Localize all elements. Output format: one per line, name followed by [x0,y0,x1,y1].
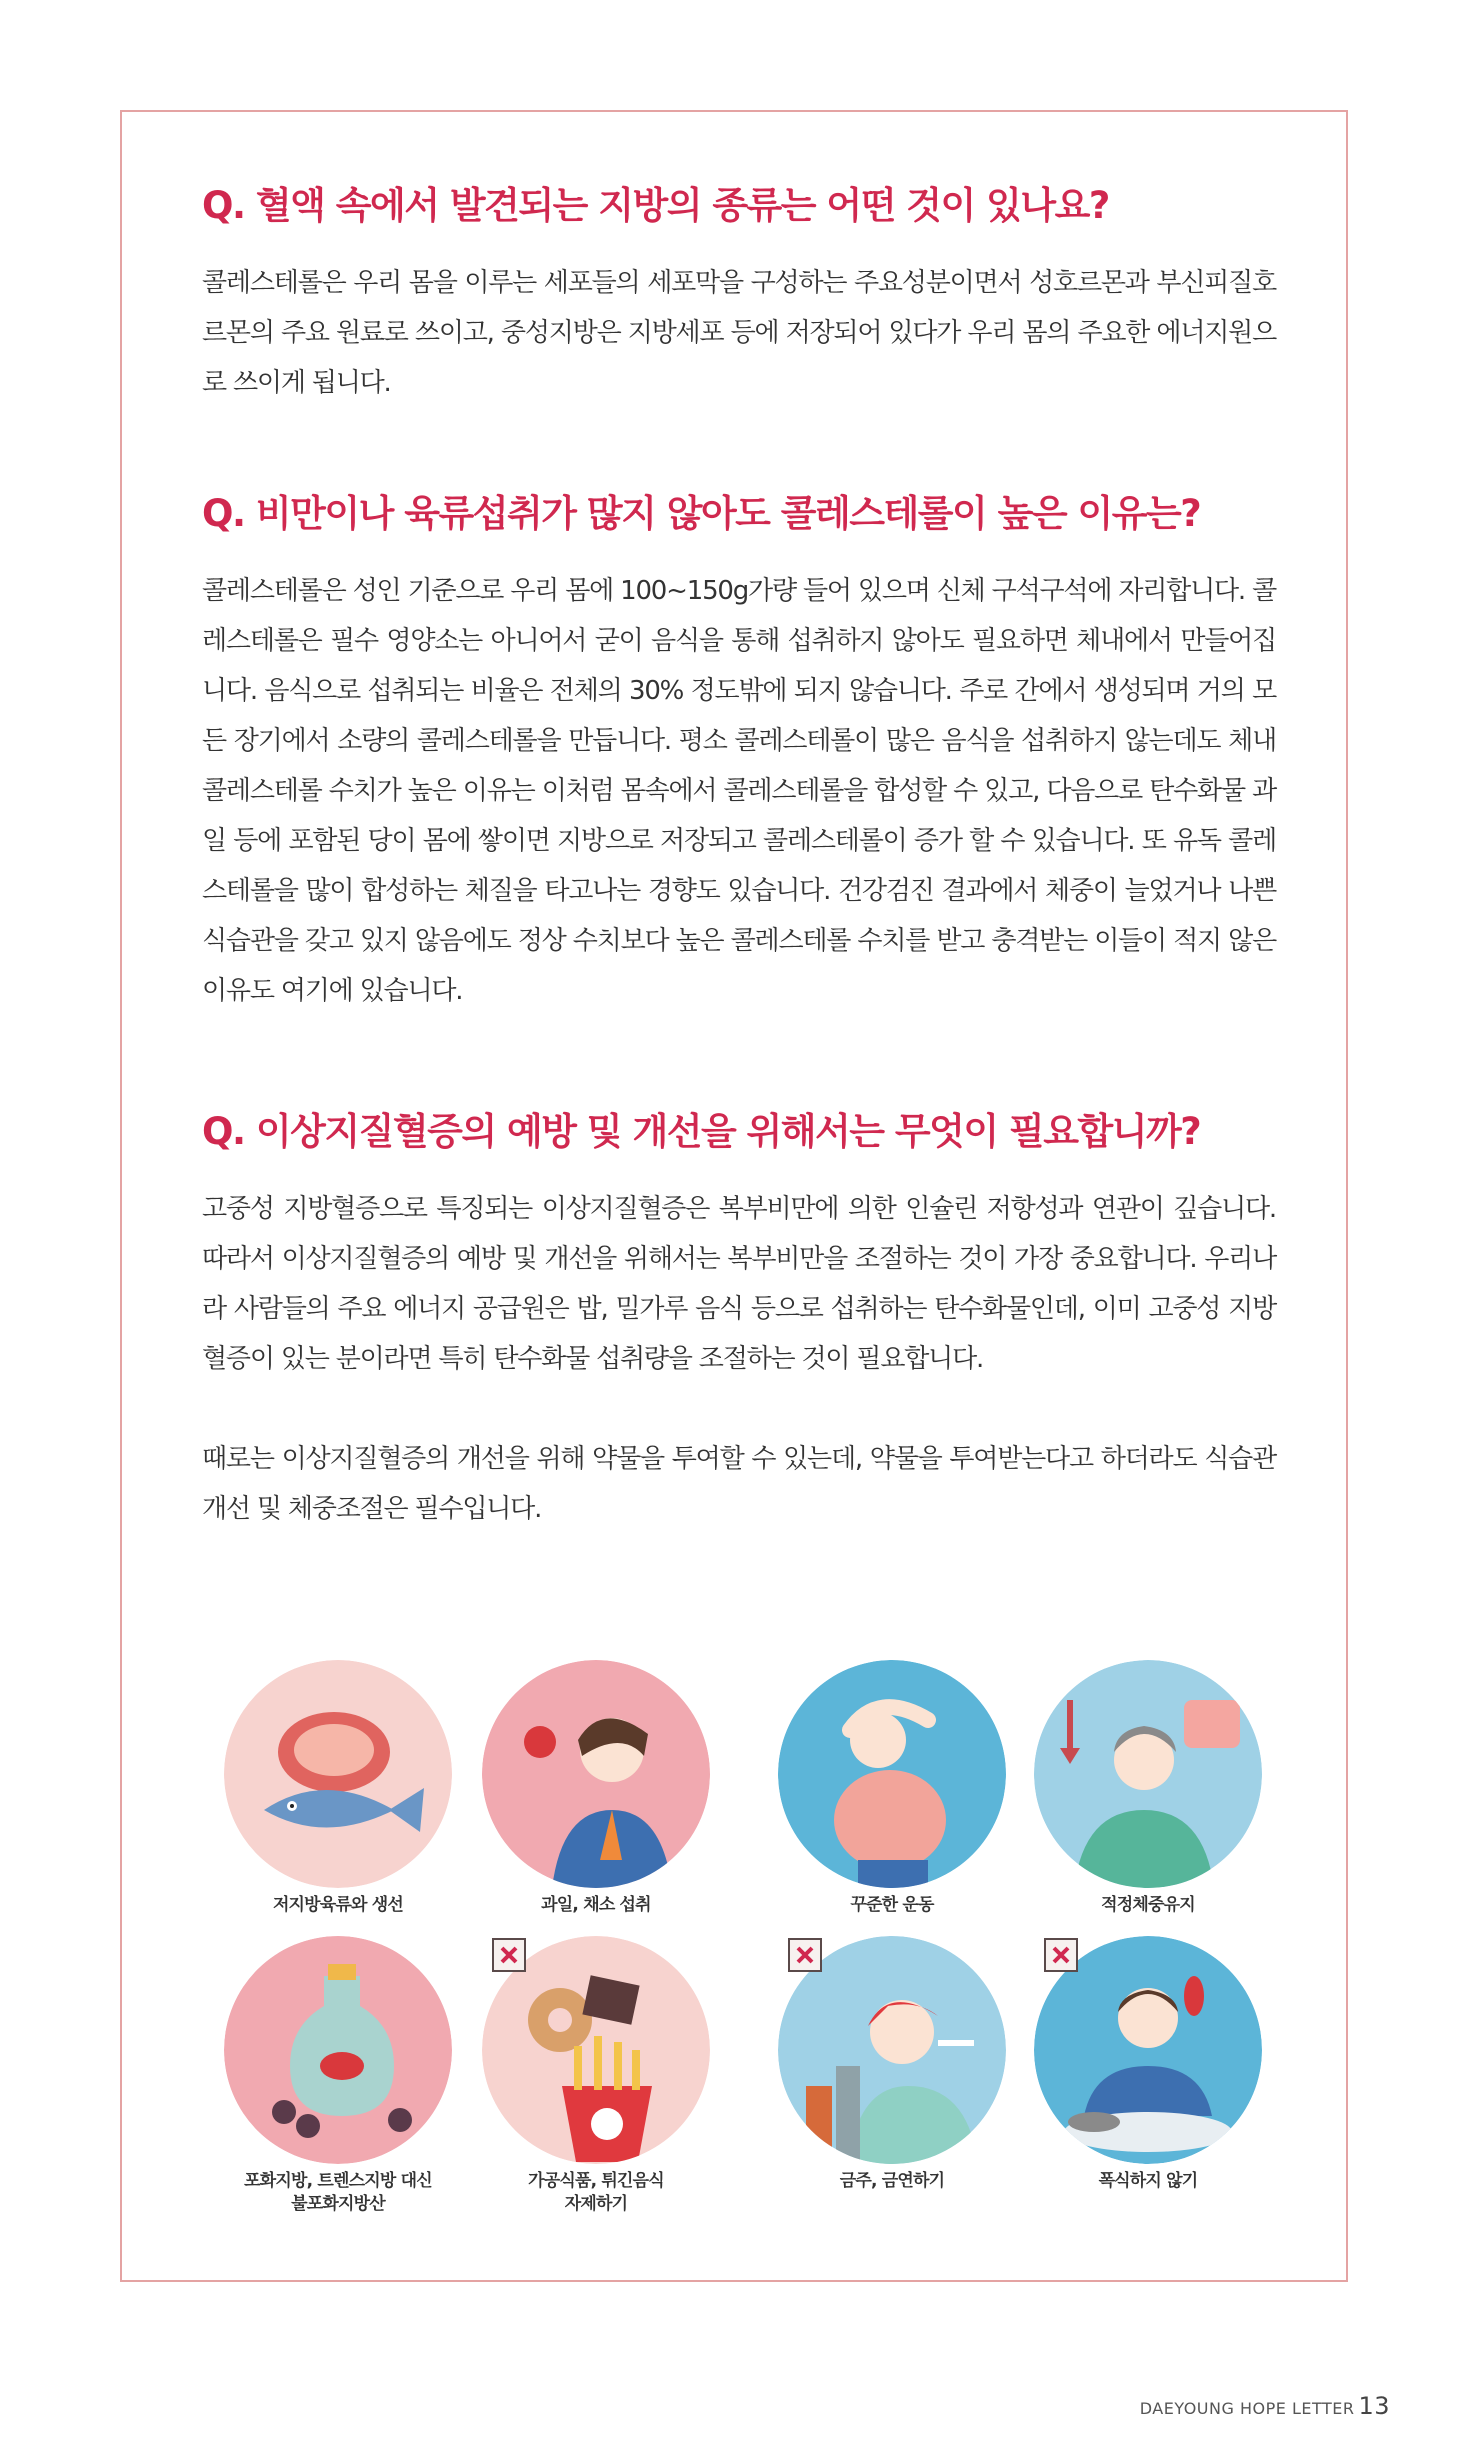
qa-section-2 [202,490,1276,1016]
question-title: Q. 비만이나 육류섭취가 많지 않아도 콜레스테롤이 높은 이유는? [202,492,1201,535]
page-footer [1140,2392,1390,2420]
question-title: Q. 혈액 속에서 발견되는 지방의 종류는 어떤 것이 있나요? [202,184,1109,227]
page-number: 13 [1358,2392,1390,2420]
answer-paragraph: 콜레스테롤은 성인 기준으로 우리 몸에 100~150g가량 들어 있으며 신체 구석구석에 자리합니다. 콜레스테롤은 필수 영양소는 아니어서 굳이 음식을 통해 섭취하지 않아도 필요하면 체내에서 만들어집니다. 음식으로 섭취되는 비율은 전체의 30% 정도밖에 되지 않습니다. 주로 간에서 생성되며 거의 모든 장기에서 소량의 콜레스테롤을 만듭니다. 평소 콜레스테롤이 많은 음식을 섭취하지 않는데도 체내 콜레스테롤 수치가 높은 이유는 이처럼 몸속에서 콜레스테롤을 합성할 수 있고, 다음으로 탄수화물 과일 등에 포함된 당이 몸에 쌓이면 지방으로 저장되고 콜레스테롤이 증가 할 수 있습니다. 또 유독 콜레스테롤을 많이 합성하는 체질을 타고나는 경향도 있습니다. 건강검진 결과에서 체중이 늘었거나 나쁜 식습관을 갖고 있지 않음에도 정상 수치보다 높은 콜레스테롤 수치를 받고 충격받는 이들이 적지 않은 이유도 여기에 있습니다. [202,576,1276,1007]
tip-caption: 과일, 채소 섭취 [541,1895,651,1915]
forbidden-x-icon [1044,1938,1078,1972]
fruit-vegetable-icon [482,1660,710,1888]
answer-paragraph: 고중성 지방혈증으로 특징되는 이상지질혈증은 복부비만에 의한 인슐린 저항성과 연관이 깊습니다. 따라서 이상지질혈증의 예방 및 개선을 위해서는 복부비만을 조절하는 것이 가장 중요합니다. 우리나라 사람들의 주요 에너지 공급원은 밥, 밀가루 음식 등으로 섭취하는 탄수화물인데, 이미 고중성 지방혈증이 있는 분이라면 특히 탄수화물 섭취량을 조절하는 것이 필요합니다. [202,1194,1276,1375]
exercise-icon [778,1660,1006,1888]
weight-scale-icon [1034,1660,1262,1888]
question-title: Q. 이상지질혈증의 예방 및 개선을 위해서는 무엇이 필요합니까? [202,1110,1201,1153]
forbidden-x-icon [788,1938,822,1972]
forbidden-x-icon [492,1938,526,1972]
tip-caption: 금주, 금연하기 [839,2171,945,2191]
answer-paragraph: 때로는 이상지질혈증의 개선을 위해 약물을 투여할 수 있는데, 약물을 투여받는다고 하더라도 식습관 개선 및 체중조절은 필수입니다. [202,1444,1276,1525]
qa-section-3 [202,1108,1276,1534]
tip-caption: 가공식품, 튀긴음식 자제하기 [528,2171,664,2214]
fish-meat-icon [224,1660,452,1888]
olive-oil-icon [224,1936,452,2164]
publication-name: DAEYOUNG HOPE LETTER [1139,2399,1355,2418]
tip-caption: 저지방육류와 생선 [272,1895,404,1915]
tip-caption: 꾸준한 운동 [850,1895,934,1915]
answer-paragraph: 콜레스테롤은 우리 몸을 이루는 세포들의 세포막을 구성하는 주요성분이면서 성호르몬과 부신피질호르몬의 주요 원료로 쓰이고, 중성지방은 지방세포 등에 저장되어 있다가 우리 몸의 주요한 에너지원으로 쓰이게 됩니다. [202,268,1276,399]
tip-caption: 포화지방, 트렌스지방 대신 불포화지방산 [244,2171,432,2214]
qa-section-1 [202,182,1276,408]
tip-caption: 적정체중유지 [1101,1895,1195,1915]
tip-caption: 폭식하지 않기 [1098,2171,1198,2191]
